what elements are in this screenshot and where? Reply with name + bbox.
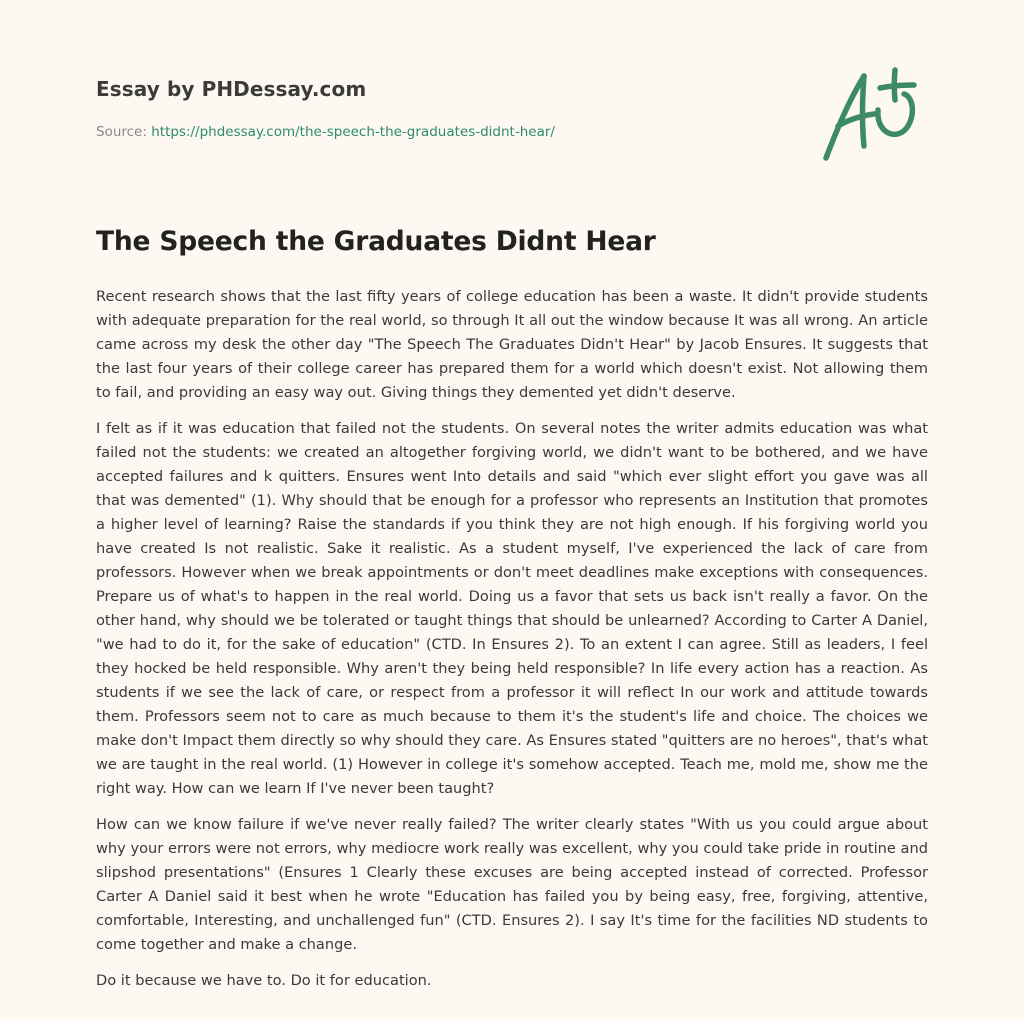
essay-paragraph: I felt as if it was education that failed not the students. On several notes the writer admits education was what failed not the students: we created an altogether forgiving world, we didn't want to be bothered, and we have accepted failures and k quitters. Ensures went Into details and said "which ever slight effort you gave was all that was demented" (1). Why should that be enough for a professor who represents an Institution that promotes a higher level of learning? Raise the standards if you think they are not high enough. If his forgiving world you have created Is not realistic. Sake it realistic. As a student myself, I've experienced the lack of care from professors. However when we break appointments or don't meet deadlines make exceptions with consequences. Prepare us of what's to happen in the real world. Doing us a favor that sets us back isn't really a favor. On the other hand, why should we be tolerated or taught things that should be unlearned? According to Carter A Daniel, "we had to do it, for the sake of education" (CTD. In Ensures 2). To an extent I can agree. Still as leaders, I feel they hocked be held responsible. Why aren't they being held responsible? In life every action has a reaction. As students if we see the lack of care, or respect from a professor it will reflect In our work and attitude towards them. Professors seem not to care as much because to them it's the student's life and choice. The choices we make don't Impact them directly so why should they care. As Ensures stated "quitters are no heroes", that's what we are taught in the real world. (1) However in college it's somehow accepted. Teach me, mold me, show me the right way. How can we learn If I've never been taught? (96, 420, 928, 797)
essay-paragraph: Do it because we have to. Do it for education. (96, 972, 432, 989)
page-header (96, 0, 928, 200)
a-plus-icon (818, 66, 928, 166)
essay-paragraph: How can we know failure if we've never really failed? The writer clearly states "With us you could argue about why your errors were not errors, why mediocre work really was excellent, why you could take pride in routine and slipshod presentations" (Ensures 1 Clearly these excuses are being accepted instead of corrected. Professor Carter A Daniel said it best when he wrote "Education has failed you by being easy, free, forgiving, attentive, comfortable, Interesting, and unchallenged fun" (CTD. Ensures 2). I say It's time for the facilities ND students to come together and make a change. (96, 816, 928, 953)
source-link[interactable]: https://phdessay.com/the-speech-the-graduates-didnt-hear/ (151, 124, 555, 140)
brand-title: Essay by PHDessay.com (96, 77, 367, 101)
source-line (96, 124, 555, 140)
essay-paragraph: Recent research shows that the last fifty years of college education has been a waste. It didn't provide students with adequate preparation for the real world, so through It all out the window because It was all wrong. An article came across my desk the other day "The Speech The Graduates Didn't Hear" by Jacob Ensures. It suggests that the last four years of their college career has prepared them for a world which doesn't exist. Not allowing them to fail, and providing an easy way out. Giving things they demented yet didn't deserve. (96, 288, 928, 401)
essay-title: The Speech the Graduates Didnt Hear (96, 226, 656, 257)
source-label: Source: (96, 124, 152, 140)
essay-body (96, 285, 928, 1005)
